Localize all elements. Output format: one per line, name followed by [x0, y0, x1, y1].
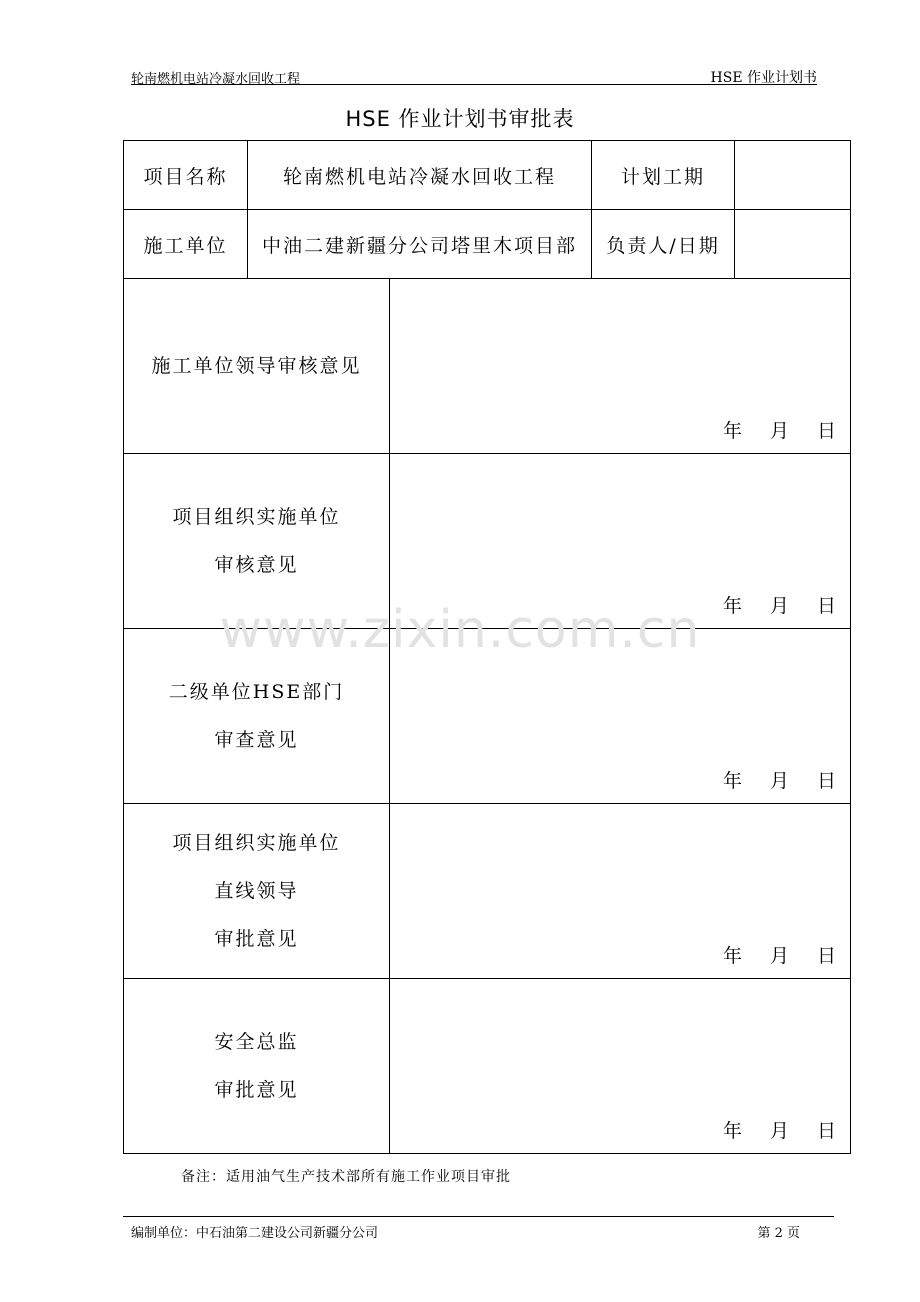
review-date [723, 416, 836, 443]
construction-unit-label: 施工单位 [124, 210, 248, 279]
project-name-value: 轮南燃机电站冷凝水回收工程 [248, 141, 592, 210]
owner-date-value [735, 210, 851, 279]
review-label-line: 审查意见 [214, 729, 299, 751]
review-label-line: 审批意见 [214, 1079, 299, 1101]
date-month-label: 月 [769, 420, 789, 442]
date-day-label: 日 [817, 1120, 837, 1142]
review-label-line: 直线领导 [214, 880, 299, 902]
review-date [723, 1116, 836, 1143]
date-year-label: 年 [722, 1120, 742, 1142]
date-month-label: 月 [769, 945, 789, 967]
project-name-label: 项目名称 [124, 141, 248, 210]
remark-note: 备注：适用油气生产技术部所有施工作业项目审批 [181, 1169, 511, 1185]
date-day-label: 日 [817, 945, 837, 967]
project-row [124, 141, 851, 210]
review-date [723, 766, 836, 793]
date-day-label: 日 [817, 770, 837, 792]
review-label [124, 979, 390, 1154]
review-row [124, 279, 851, 454]
page-title: HSE 作业计划书审批表 [345, 107, 575, 131]
footer-divider [123, 1216, 834, 1217]
unit-row [124, 210, 851, 279]
review-label-line: 安全总监 [214, 1031, 299, 1053]
date-year-label: 年 [722, 945, 742, 967]
review-label-line: 施工单位领导审核意见 [151, 355, 362, 377]
review-label [124, 279, 390, 454]
date-day-label: 日 [817, 595, 837, 617]
date-year-label: 年 [722, 595, 742, 617]
review-label [124, 804, 390, 979]
owner-date-label: 负责人/日期 [592, 210, 735, 279]
review-row [124, 979, 851, 1154]
date-year-label: 年 [722, 770, 742, 792]
date-day-label: 日 [817, 420, 837, 442]
header-divider [131, 84, 817, 85]
date-month-label: 月 [769, 770, 789, 792]
review-label-line: 二级单位HSE部门 [168, 681, 345, 703]
plan-period-label: 计划工期 [592, 141, 735, 210]
review-label-line: 审核意见 [214, 554, 299, 576]
date-year-label: 年 [722, 420, 742, 442]
date-month-label: 月 [769, 1120, 789, 1142]
header-doc-title: HSE 作业计划书 [710, 70, 817, 86]
review-label-line: 项目组织实施单位 [172, 832, 341, 854]
review-row [124, 804, 851, 979]
header-project-name: 轮南燃机电站冷凝水回收工程 [131, 72, 301, 87]
footer-page-number: 第 2 页 [757, 1226, 800, 1241]
review-opinion-field[interactable] [390, 279, 851, 454]
date-month-label: 月 [769, 595, 789, 617]
review-label-line: 项目组织实施单位 [172, 506, 341, 528]
watermark: www.zixin.com.cn [219, 600, 701, 660]
review-opinion-field[interactable] [390, 979, 851, 1154]
footer-compiler: 编制单位：中石油第二建设公司新疆分公司 [131, 1226, 379, 1241]
review-opinion-field[interactable] [390, 804, 851, 979]
review-label-line: 审批意见 [214, 928, 299, 950]
plan-period-value [735, 141, 851, 210]
review-date [723, 941, 836, 968]
construction-unit-value: 中油二建新疆分公司塔里木项目部 [248, 210, 592, 279]
